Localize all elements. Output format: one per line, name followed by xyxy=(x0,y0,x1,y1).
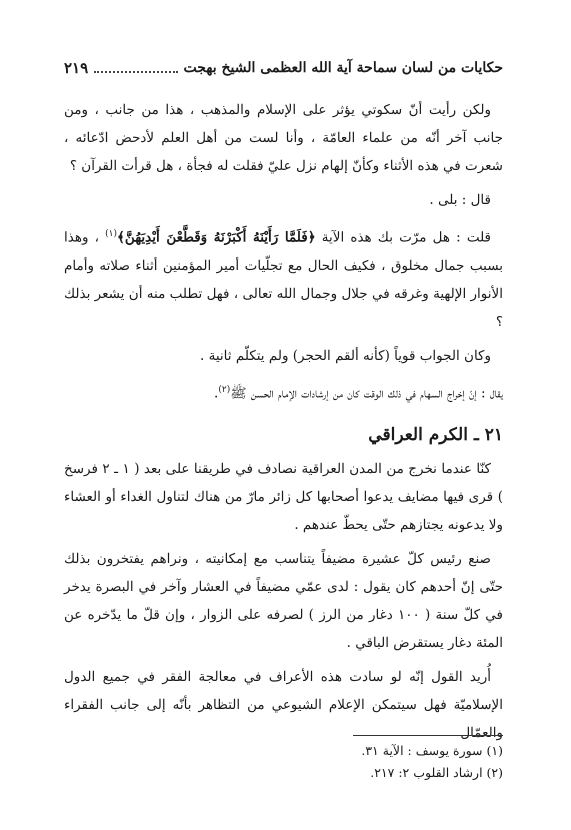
footnote: (١) سورة يوسف : الآية ٣١. xyxy=(361,743,503,758)
paragraph-end: ، وهذا بسبب جمال مخلوق ، فكيف الحال مع تجلّيات أمير المؤمنين أثناء صلاته وأمام الأنوار الإلهية وغرقه في جلال وجمال الله تعالى ، فهل تطلب منه أن يشعر بذلك ؟ xyxy=(64,229,503,330)
paragraph-with-footnote xyxy=(64,376,503,408)
footnote-divider xyxy=(353,735,503,736)
paragraph: قال : بلى . xyxy=(429,192,491,208)
page-number: ٢١٩ xyxy=(64,59,89,77)
footnote: (٢) ارشاد القلوب ٢: ٢١٧. xyxy=(370,765,503,780)
running-header xyxy=(64,56,503,80)
footnotes xyxy=(64,740,503,784)
paragraph: أُريد القول إنّه لو سادت هذه الأعراف في معالجة الفقر في جميع الدول الإسلاميّة فهل سيتمكن الإعلام الشيوعي من التظاهر بأنّه إلى جانب الفقراء والعمّال xyxy=(64,669,503,741)
footnote-ref: (١) xyxy=(105,229,118,239)
quran-verse: ﴿فَلَمَّا رَأَيْنَهُ أَكْبَرْنَهُ وَقَطَّعْنَ أَيْدِيَهُنَّ﴾ xyxy=(117,229,316,246)
paragraph-start: يقال : إنّ إخراج السهام في ذلك الوقت كان من إرشادات الإمام الحسن ﷺ xyxy=(230,385,503,401)
running-title: حكايات من لسان سماحة آية الله العظمى الشيخ بهجت xyxy=(183,60,503,76)
paragraph-with-verse xyxy=(64,220,503,336)
paragraph: وكان الجواب قوياً (كأنه ألقم الحجر) ولم يتكلّم ثانية . xyxy=(200,347,491,364)
paragraph-start: قلت : هل مرّت بك هذه الآية xyxy=(315,229,492,246)
footnote-ref: (٢) xyxy=(218,384,231,395)
paragraph: ولكن رأيت أنّ سكوتي يؤثر على الإسلام والمذهب ، هذا من جانب ، ومن جانب آخر أنّه من علماء العامّة ، وأنا لست من أهل العلم لأدحض ادّعائه ، شعرت في هذه الأثناء وكأنّ إلهام نزل عليّ فقلت له فجأة ، هل قرأت القرآن ؟ xyxy=(64,102,503,174)
section-heading: ٢١ ـ الكرم العراقي xyxy=(368,425,503,445)
leader-dots xyxy=(94,71,177,73)
paragraph: كنّا عندما نخرج من المدن العراقية نصادف في طريقنا على بعد ( ١ ـ ٢ فرسخ ) قرى فيها مضايف يدعوا أصحابها كل زائر مارّ من هناك لتناول الغداء أو العشاء ولا يدعونه يجتازهم حتّى يحطّ عندهم . xyxy=(64,461,503,533)
paragraph-end: . xyxy=(214,385,219,401)
paragraph: صنع رئيس كلّ عشيرة مضيفاً يتناسب مع إمكانيته ، ونراهم يفتخرون بذلك حتّى إنّ أحدهم كان يقول : لدى عمّي مضيفاً في العشار وآخر في البصرة يدخر في كلّ سنة ( ١٠٠ دغار من الرز ) لصرفه على الزوار ، وإن قلّ ما يدّخره عن المئة دغار يستقرض الباقي . xyxy=(64,551,503,651)
body-text xyxy=(64,96,503,753)
